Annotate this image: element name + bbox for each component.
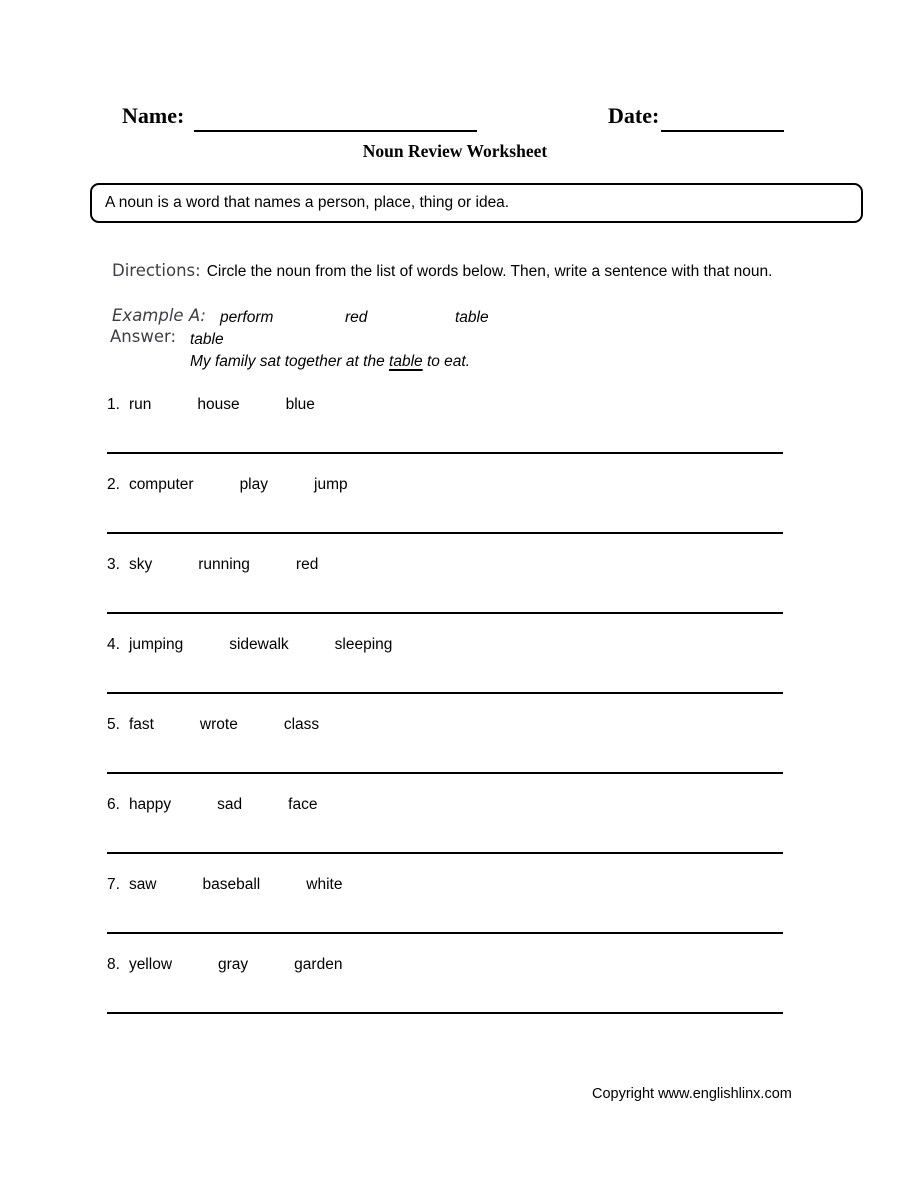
word-choice[interactable]: wrote (199, 716, 238, 733)
example-word: perform (220, 309, 274, 326)
example-word: table (455, 309, 489, 326)
answer-line[interactable] (107, 772, 783, 774)
word-choice[interactable]: sky (128, 556, 153, 573)
question-row (107, 796, 363, 814)
word-choice[interactable]: sleeping (334, 636, 393, 653)
answer-value: table (190, 331, 224, 348)
question-row (107, 716, 365, 734)
directions-label: Directions: (112, 260, 201, 280)
name-label: Name: (122, 103, 185, 128)
question-row (107, 476, 394, 494)
sentence-underlined-word: table (389, 353, 423, 370)
answer-label: Answer: (110, 327, 177, 346)
question-number: 2. (107, 476, 120, 493)
word-choice[interactable]: sad (217, 796, 243, 813)
directions-text: Circle the noun from the list of words below. Then, write a sentence with that noun. (206, 262, 773, 280)
question-number: 7. (107, 876, 120, 893)
question-number: 6. (107, 796, 120, 813)
question-number: 3. (107, 556, 120, 573)
word-choice[interactable]: gray (218, 956, 249, 973)
question-row (107, 876, 388, 894)
word-choice[interactable]: face (288, 796, 318, 813)
answer-line[interactable] (107, 532, 783, 534)
question-row (107, 556, 364, 574)
word-choice[interactable]: class (283, 716, 320, 733)
example-word: red (345, 309, 368, 326)
date-fill-line[interactable] (661, 102, 784, 132)
definition-box (90, 183, 863, 223)
word-choice[interactable]: garden (294, 956, 343, 973)
answer-line[interactable] (107, 692, 783, 694)
word-choice[interactable]: play (239, 476, 268, 493)
word-choice[interactable]: baseball (202, 876, 261, 893)
question-number: 4. (107, 636, 120, 653)
date-label: Date: (608, 103, 660, 128)
question-row (107, 396, 361, 414)
word-choice[interactable]: fast (128, 716, 154, 733)
question-number: 5. (107, 716, 120, 733)
directions (107, 259, 799, 284)
question-number: 8. (107, 956, 120, 973)
definition-text: A noun is a word that names a person, place, thing or idea. (105, 194, 510, 211)
sentence-prefix: My family sat together at the (190, 353, 390, 370)
answer-line[interactable] (107, 852, 783, 854)
answer-line[interactable] (107, 452, 783, 454)
question-row (107, 636, 438, 654)
worksheet-title: Noun Review Worksheet (362, 141, 548, 161)
copyright-text: Copyright www.englishlinx.com (592, 1086, 792, 1102)
answer-line[interactable] (107, 932, 783, 934)
name-fill-line[interactable] (194, 102, 477, 132)
question-number: 1. (107, 396, 120, 413)
word-choice[interactable]: sidewalk (229, 636, 289, 653)
word-choice[interactable]: house (197, 396, 240, 413)
word-choice[interactable]: happy (128, 796, 172, 813)
question-row (107, 956, 388, 974)
word-choice[interactable]: yellow (128, 956, 173, 973)
answer-line[interactable] (107, 612, 783, 614)
word-choice[interactable]: running (198, 556, 250, 573)
word-choice[interactable]: computer (128, 476, 194, 493)
word-choice[interactable]: run (128, 396, 152, 413)
word-choice[interactable]: red (295, 556, 319, 573)
word-choice[interactable]: jumping (128, 636, 184, 653)
sentence-suffix: to eat. (422, 353, 471, 370)
word-choice[interactable]: jump (314, 476, 348, 493)
example-sentence (190, 353, 470, 371)
answer-line[interactable] (107, 1012, 783, 1014)
example-label: Example A: (112, 306, 206, 325)
word-choice[interactable]: white (306, 876, 343, 893)
word-choice[interactable]: saw (128, 876, 157, 893)
word-choice[interactable]: blue (285, 396, 315, 413)
